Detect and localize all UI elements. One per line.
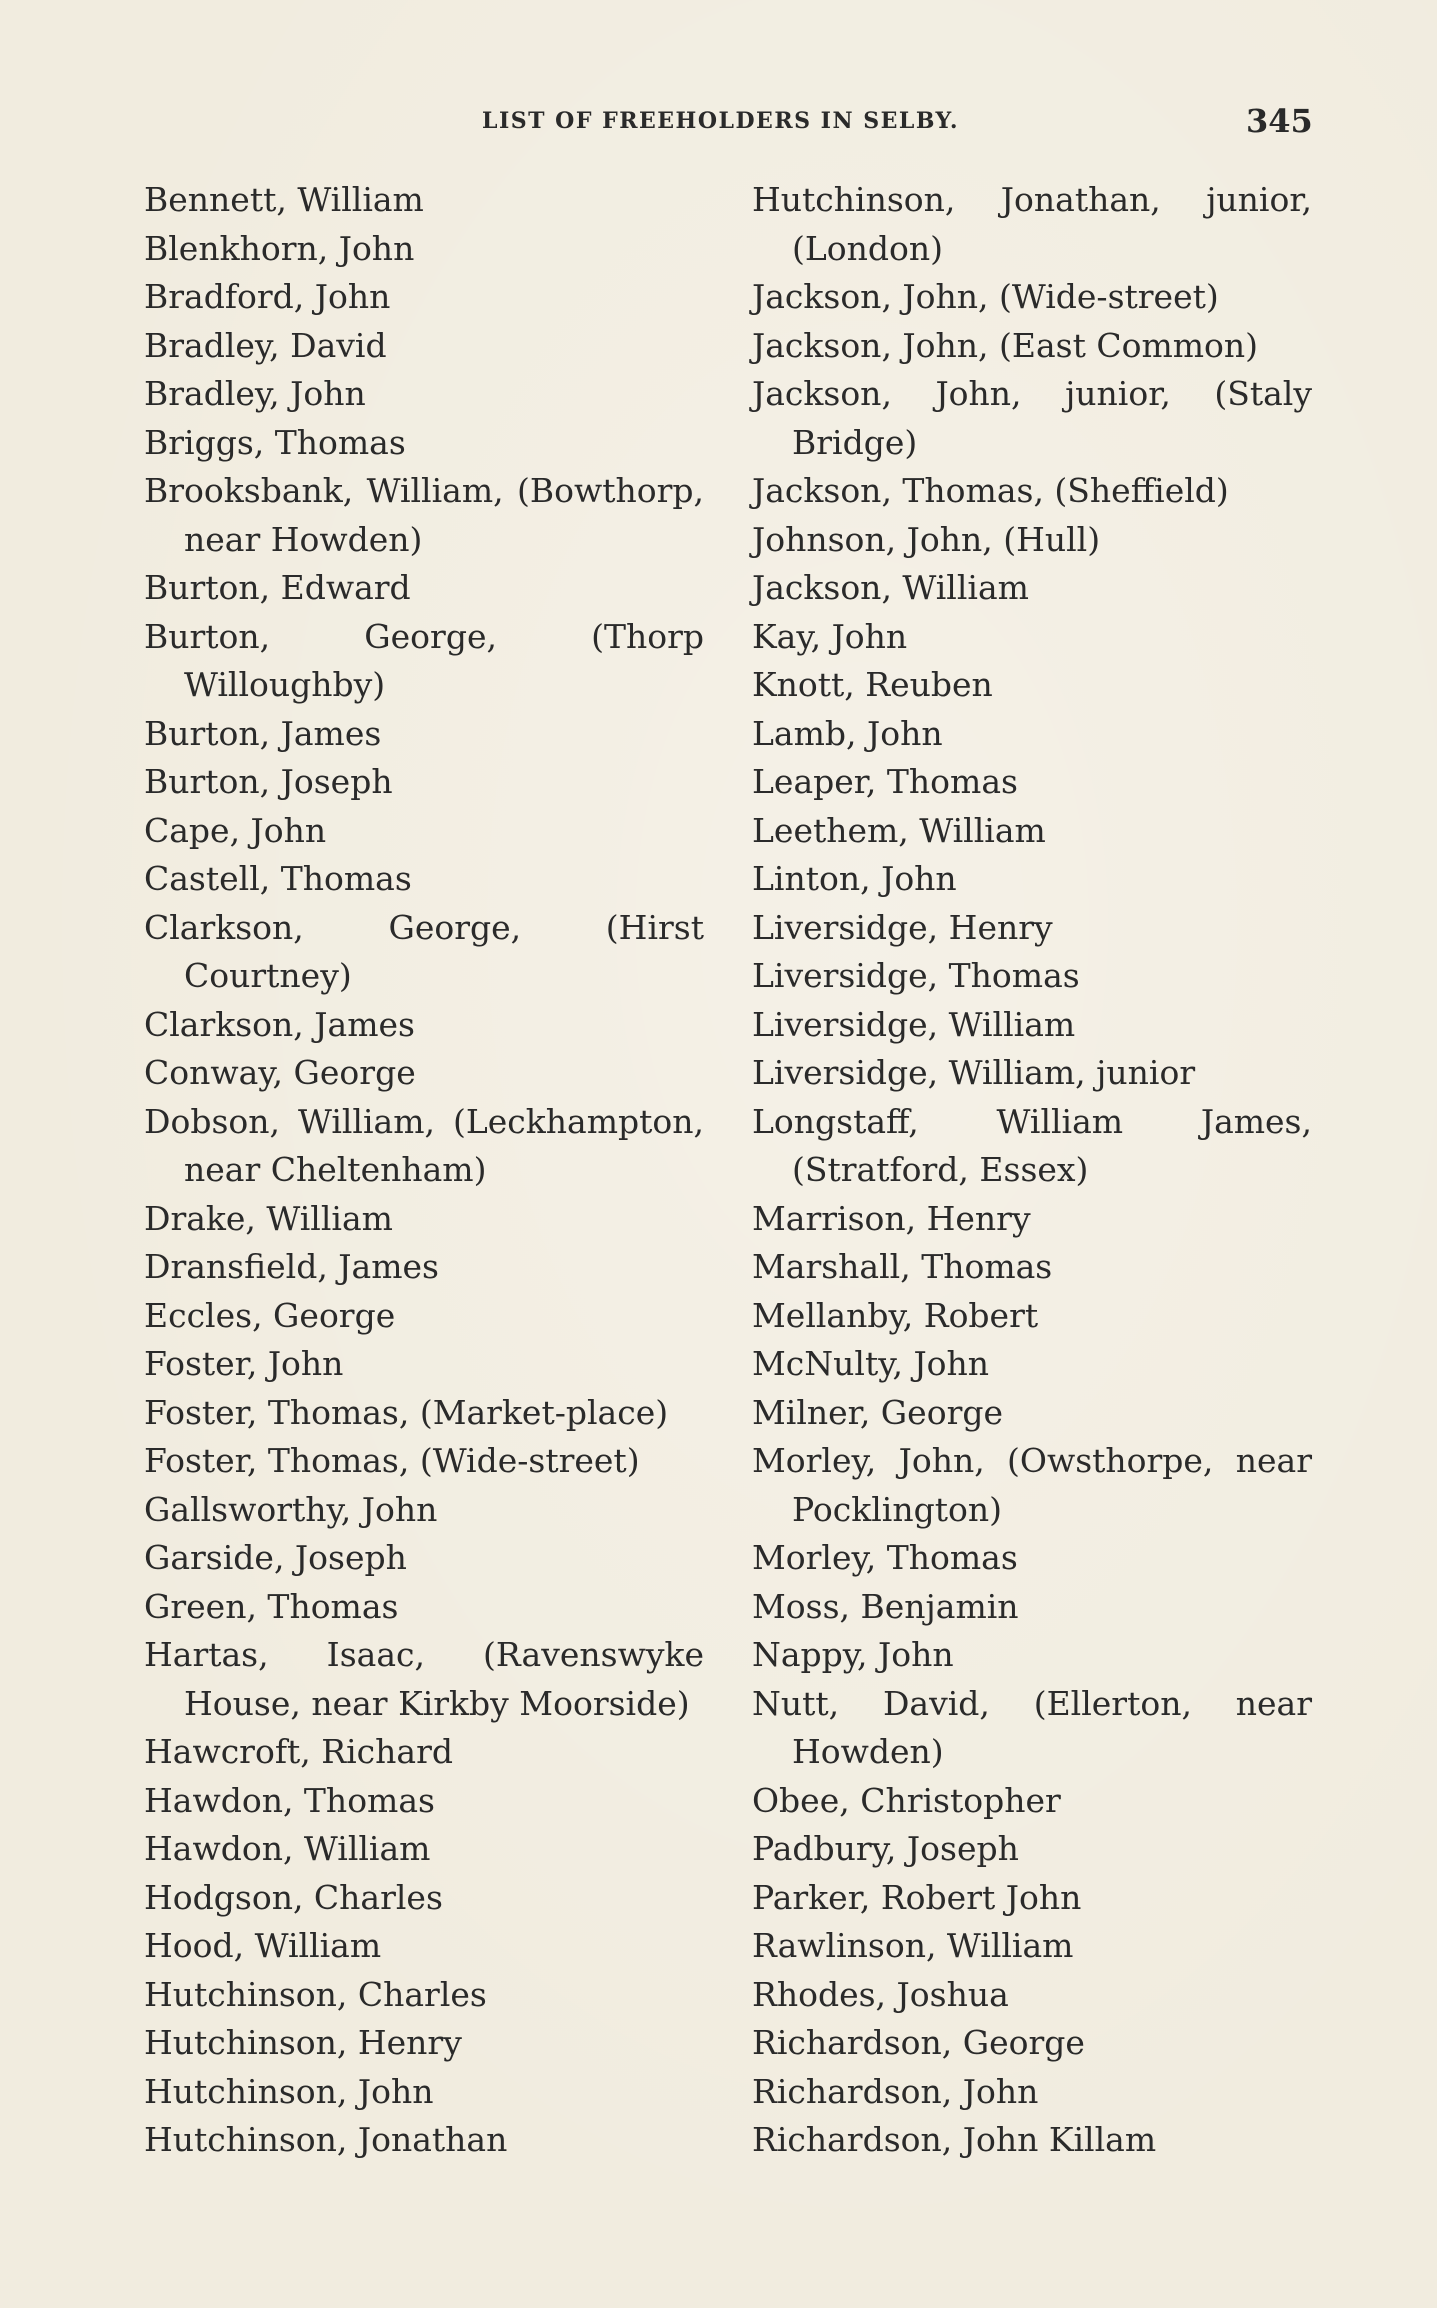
freeholder-entry: Bradley, David xyxy=(144,325,387,365)
freeholder-entry: Bradley, John xyxy=(144,374,366,413)
freeholder-entry: Burton, Joseph xyxy=(144,762,393,801)
freeholder-entry: Leaper, Thomas xyxy=(752,762,1018,801)
freeholder-entry: Brooksbank, William, (Bowthorp, near Howden) xyxy=(144,471,704,559)
freeholder-entry: Foster, Thomas, (Market-place) xyxy=(144,1392,669,1432)
freeholder-entry: Lamb, John xyxy=(752,713,943,753)
running-title: LIST OF FREEHOLDERS IN SELBY. xyxy=(482,108,960,134)
freeholder-entry: Blenkhorn, John xyxy=(144,228,415,268)
freeholder-entry: Rawlinson, William xyxy=(752,1926,1074,1965)
freeholder-entry: Hutchinson, John xyxy=(144,2071,434,2111)
freeholder-entry: Mellanby, Robert xyxy=(752,1295,1039,1335)
freeholder-entry: Parker, Robert John xyxy=(752,1877,1082,1917)
freeholder-entry: Richardson, John Killam xyxy=(752,2120,1157,2159)
freeholder-entry: Hood, William xyxy=(144,1926,382,1965)
freeholder-entry: Nutt, David, (Ellerton, near Howden) xyxy=(752,1683,1312,1771)
freeholder-entry: Padbury, Joseph xyxy=(752,1829,1019,1868)
freeholder-entry: Hutchinson, Henry xyxy=(144,2023,462,2062)
freeholder-entry: Bradford, John xyxy=(144,277,391,316)
freeholder-entry: Jackson, Thomas, (Sheffield) xyxy=(752,471,1229,510)
freeholder-entry: Bennett, William xyxy=(144,180,424,219)
freeholder-entry: Castell, Thomas xyxy=(144,859,412,898)
freeholder-entry: Dransfield, James xyxy=(144,1247,439,1286)
freeholder-entry: Hartas, Isaac, (Ravenswyke House, near Kirkby Moorside) xyxy=(144,1635,704,1723)
freeholder-entry: Cape, John xyxy=(144,810,327,850)
left-column xyxy=(144,176,704,2165)
freeholder-entry: Burton, James xyxy=(144,713,382,753)
freeholder-entry: Milner, George xyxy=(752,1392,1003,1432)
freeholder-entry: Morley, John, (Owsthorpe, near Pocklington) xyxy=(752,1441,1312,1529)
freeholder-entry: McNulty, John xyxy=(752,1344,990,1383)
freeholder-entry: Clarkson, George, (Hirst Courtney) xyxy=(144,907,704,995)
freeholder-entry: Rhodes, Joshua xyxy=(752,1974,1009,2014)
freeholder-entry: Richardson, John xyxy=(752,2071,1039,2111)
freeholder-entry: Hutchinson, Jonathan xyxy=(144,2120,508,2159)
freeholder-entry: Morley, Thomas xyxy=(752,1538,1018,1577)
freeholder-entry: Hawcroft, Richard xyxy=(144,1732,453,1771)
freeholder-entry: Liversidge, William xyxy=(752,1004,1076,1044)
freeholder-entry: Obee, Christopher xyxy=(752,1780,1061,1820)
freeholder-entry: Jackson, John, junior, (Staly Bridge) xyxy=(752,374,1312,462)
freeholder-entry: Richardson, George xyxy=(752,2023,1085,2062)
freeholder-entry: Johnson, John, (Hull) xyxy=(752,519,1101,559)
freeholder-entry: Hutchinson, Jonathan, junior, (London) xyxy=(752,180,1312,268)
freeholder-entry: Moss, Benjamin xyxy=(752,1586,1019,1626)
freeholder-entry: Liversidge, Thomas xyxy=(752,956,1080,995)
page-number: 345 xyxy=(1246,102,1313,140)
freeholder-entry: Eccles, George xyxy=(144,1295,396,1335)
freeholder-entry: Jackson, John, (Wide-street) xyxy=(752,277,1219,316)
freeholder-entry: Liversidge, William, junior xyxy=(752,1053,1196,1092)
freeholder-entry: Longstaff, William James, (Stratford, Essex) xyxy=(752,1101,1312,1189)
freeholder-entry: Hawdon, William xyxy=(144,1829,431,1868)
freeholder-entry: Briggs, Thomas xyxy=(144,422,406,462)
freeholder-entry: Hawdon, Thomas xyxy=(144,1780,435,1820)
freeholder-entry: Hodgson, Charles xyxy=(144,1877,443,1917)
freeholder-entry: Marrison, Henry xyxy=(752,1198,1031,1238)
freeholder-entry: Gallsworthy, John xyxy=(144,1489,438,1529)
freeholder-entry: Knott, Reuben xyxy=(752,665,993,704)
freeholder-entry: Drake, William xyxy=(144,1198,393,1238)
freeholder-entry: Clarkson, James xyxy=(144,1004,415,1044)
freeholder-entry: Conway, George xyxy=(144,1053,416,1092)
freeholder-entry: Dobson, William, (Leckhampton, near Cheltenham) xyxy=(144,1101,704,1189)
freeholder-entry: Green, Thomas xyxy=(144,1586,399,1626)
freeholder-entry: Garside, Joseph xyxy=(144,1538,407,1577)
freeholder-entry: Burton, George, (Thorp Willoughby) xyxy=(144,616,704,704)
freeholder-entry: Marshall, Thomas xyxy=(752,1247,1053,1286)
page-header xyxy=(0,102,1437,148)
freeholder-entry: Burton, Edward xyxy=(144,568,411,607)
freeholder-entry: Linton, John xyxy=(752,859,957,898)
freeholder-entry: Kay, John xyxy=(752,616,908,656)
freeholder-entry: Jackson, William xyxy=(752,568,1029,607)
freeholder-entry: Jackson, John, (East Common) xyxy=(752,325,1259,365)
freeholder-entry: Foster, John xyxy=(144,1344,344,1383)
freeholder-entry: Liversidge, Henry xyxy=(752,907,1053,947)
freeholder-entry: Hutchinson, Charles xyxy=(144,1974,487,2014)
right-column xyxy=(752,176,1312,2165)
freeholder-entry: Foster, Thomas, (Wide-street) xyxy=(144,1441,640,1480)
freeholder-entry: Nappy, John xyxy=(752,1635,954,1674)
freeholder-entry: Leethem, William xyxy=(752,810,1046,850)
